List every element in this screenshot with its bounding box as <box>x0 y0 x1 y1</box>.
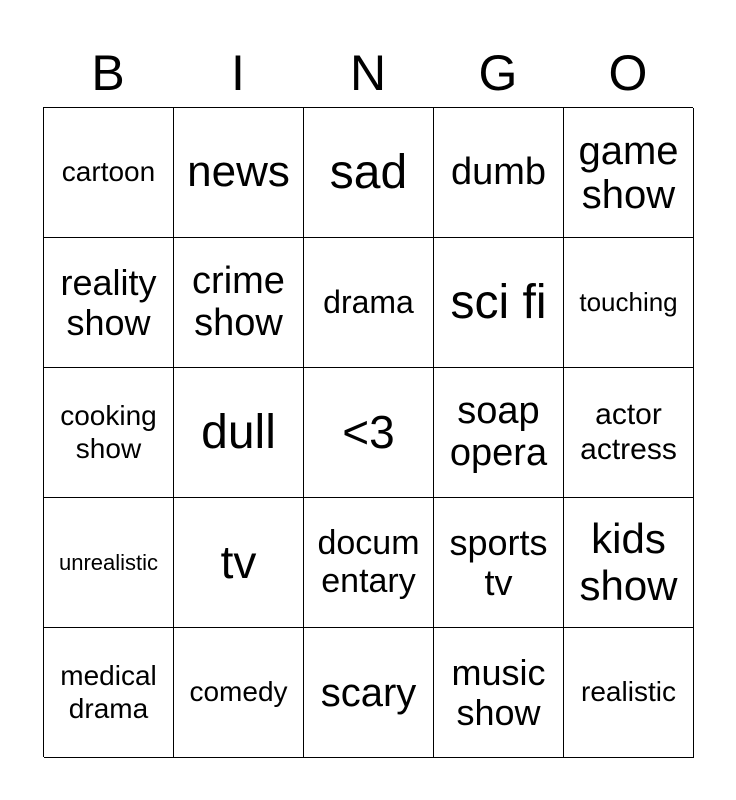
cell-text: soap opera <box>449 389 548 474</box>
cell-text: comedy <box>189 676 288 708</box>
bingo-cell[interactable] <box>44 238 174 368</box>
cell-text: kids show <box>579 515 678 609</box>
bingo-cell[interactable] <box>434 498 564 628</box>
cell-text: <3 <box>342 406 395 459</box>
cell-text: cooking show <box>60 400 157 464</box>
bingo-cell[interactable] <box>174 368 304 498</box>
header-letter-i: I <box>231 45 245 101</box>
cell-text: sports tv <box>449 521 548 603</box>
cell-text: sad <box>329 145 408 199</box>
cell-text: docum entary <box>317 524 420 600</box>
cell-text: actor actress <box>580 398 677 466</box>
cell-text: news <box>187 147 290 197</box>
bingo-cell[interactable] <box>174 628 304 758</box>
bingo-cell[interactable] <box>564 108 694 238</box>
bingo-cell[interactable] <box>44 368 174 498</box>
bingo-cell[interactable] <box>174 108 304 238</box>
header-letter-g: G <box>478 45 518 101</box>
cell-text: music show <box>451 651 546 733</box>
bingo-cell[interactable] <box>434 628 564 758</box>
bingo-cell[interactable] <box>564 238 694 368</box>
bingo-header <box>43 42 693 104</box>
cell-text: sci fi <box>450 275 547 329</box>
bingo-cell[interactable] <box>44 108 174 238</box>
cell-text: realistic <box>581 676 676 708</box>
bingo-cell[interactable] <box>304 628 434 758</box>
cell-text: drama <box>323 283 414 320</box>
bingo-cell[interactable] <box>564 368 694 498</box>
bingo-cell[interactable] <box>434 368 564 498</box>
bingo-cell[interactable] <box>44 498 174 628</box>
bingo-cell[interactable] <box>174 498 304 628</box>
bingo-cell[interactable] <box>434 108 564 238</box>
cell-text: reality show <box>60 261 157 343</box>
header-letter-n: N <box>349 45 387 101</box>
cell-text: touching <box>579 286 678 317</box>
bingo-cell[interactable] <box>564 498 694 628</box>
cell-text: crime show <box>192 259 285 344</box>
cell-text: medical drama <box>60 660 157 724</box>
bingo-board <box>43 107 693 757</box>
bingo-cell[interactable] <box>564 628 694 758</box>
cell-text: dull <box>201 405 276 459</box>
bingo-cell[interactable] <box>44 628 174 758</box>
bingo-cell[interactable] <box>304 238 434 368</box>
bingo-cell[interactable] <box>174 238 304 368</box>
header-letter-o: O <box>608 45 648 101</box>
bingo-cell[interactable] <box>434 238 564 368</box>
cell-text: tv <box>220 536 257 589</box>
cell-text: scary <box>320 670 417 715</box>
header-letter-b: B <box>91 45 125 101</box>
cell-text: game show <box>578 128 679 217</box>
cell-text: unrealistic <box>58 549 159 575</box>
bingo-cell[interactable] <box>304 108 434 238</box>
bingo-cell[interactable] <box>304 368 434 498</box>
bingo-cell[interactable] <box>304 498 434 628</box>
cell-text: dumb <box>450 150 547 193</box>
cell-text: cartoon <box>61 156 156 188</box>
